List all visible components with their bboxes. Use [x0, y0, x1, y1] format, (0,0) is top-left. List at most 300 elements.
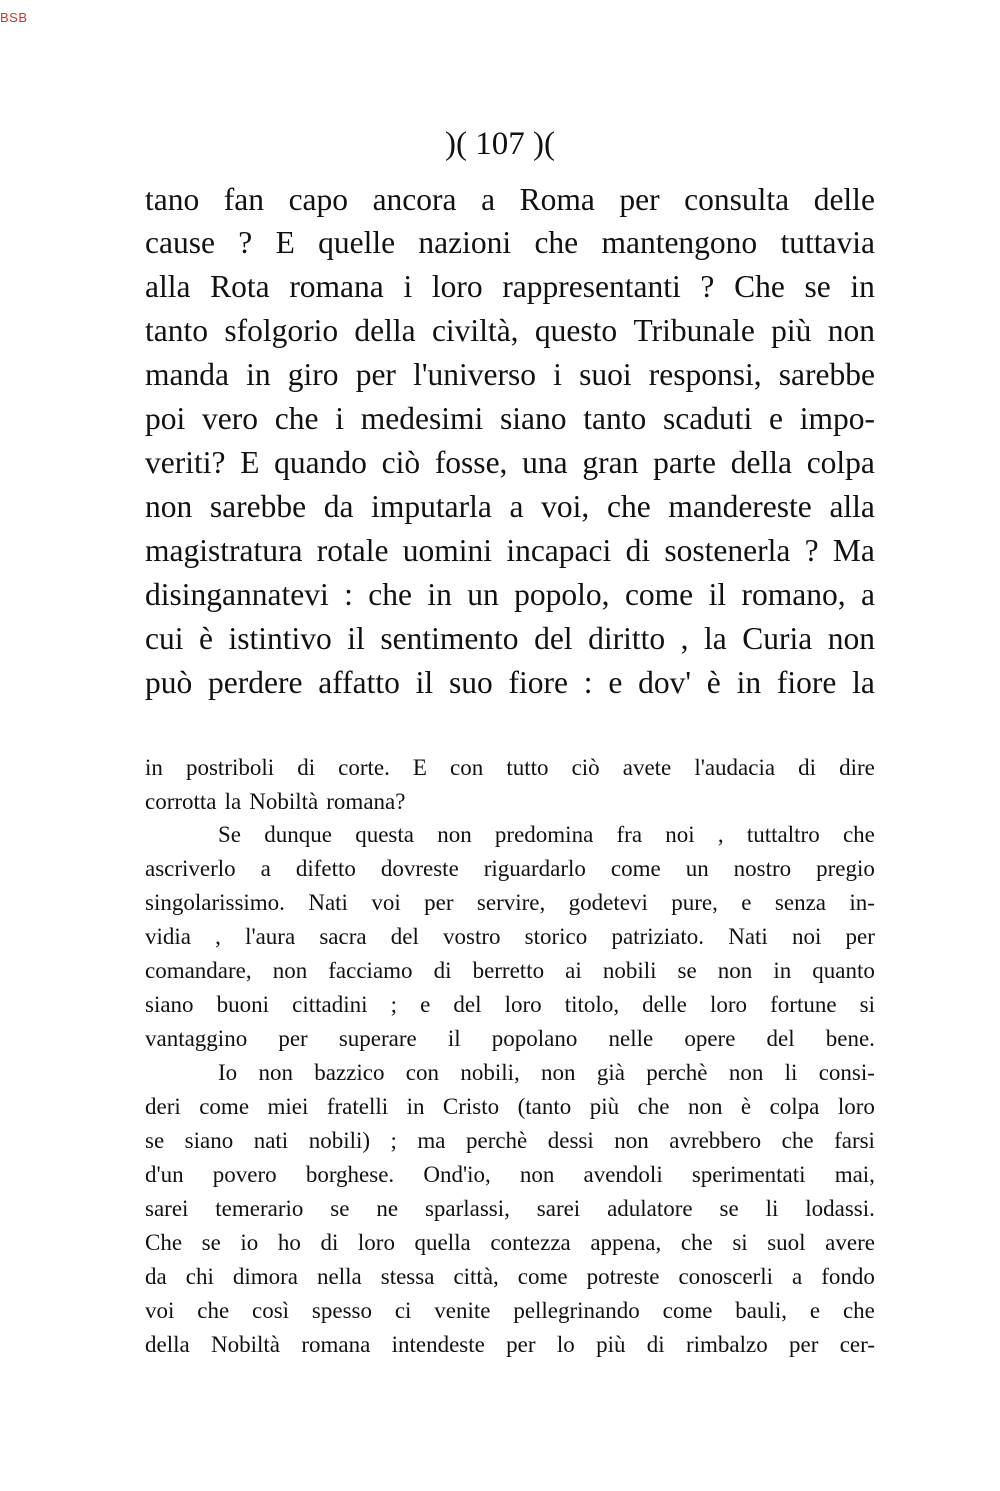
text-line — [145, 1124, 875, 1158]
word: e — [741, 890, 752, 915]
word: della — [730, 445, 792, 480]
word: poi — [145, 401, 186, 436]
word: avere — [825, 1230, 875, 1255]
word: avrebbero — [669, 1128, 762, 1153]
word: un — [685, 856, 709, 881]
word: rimbalzo — [685, 1332, 768, 1357]
word: E — [240, 445, 260, 480]
word: per — [845, 924, 875, 949]
text-line — [145, 1192, 875, 1226]
word: lodassi. — [805, 1196, 875, 1221]
text-line — [145, 573, 875, 617]
word: si — [732, 1230, 748, 1255]
word: una — [522, 445, 568, 480]
word: vostro — [443, 924, 501, 949]
word: difetto — [295, 856, 356, 881]
text-line — [145, 954, 875, 988]
word: siano — [184, 1128, 234, 1153]
word: deri — [145, 1094, 181, 1119]
word: ai — [565, 958, 582, 983]
word: i — [403, 269, 413, 304]
word: gran — [582, 445, 639, 480]
text-line — [145, 441, 875, 485]
word: appena, — [590, 1230, 662, 1255]
word: in — [773, 958, 792, 983]
word: disingannatevi — [145, 577, 329, 612]
word: pellegrinando — [513, 1298, 640, 1323]
word: consi- — [818, 1060, 875, 1085]
word: Ond'io, — [423, 1162, 491, 1187]
word: E — [275, 225, 295, 260]
word: che — [368, 577, 412, 612]
word: ; — [390, 1128, 397, 1153]
word: loro — [504, 992, 542, 1017]
word: sfolgorio — [224, 313, 339, 348]
text-line — [145, 617, 875, 661]
word: voi — [145, 1298, 175, 1323]
word: ho — [277, 1230, 301, 1255]
word: il — [708, 577, 727, 612]
word: se — [201, 1230, 221, 1255]
word: in — [850, 269, 875, 304]
word: tano — [145, 182, 200, 217]
word: tanto — [583, 401, 647, 436]
word: civiltà, — [431, 313, 519, 348]
word: fortune — [770, 992, 837, 1017]
word: più — [589, 1094, 620, 1119]
text-line — [145, 886, 875, 920]
word: comandare, — [145, 958, 252, 983]
word: capo — [288, 182, 349, 217]
word: patriziato. — [611, 924, 705, 949]
word: romana? — [326, 789, 406, 814]
word: con — [450, 755, 484, 780]
word: sarei — [145, 1196, 189, 1221]
word: più — [771, 313, 812, 348]
word: io — [240, 1230, 259, 1255]
word: come — [624, 577, 694, 612]
word: fratelli — [326, 1094, 389, 1119]
word: Che — [734, 269, 785, 304]
word: dunque — [264, 822, 332, 847]
word: Cristo — [442, 1094, 500, 1119]
word: singolarissimo. — [145, 890, 285, 915]
word: vidia — [145, 924, 191, 949]
word: i — [335, 401, 344, 436]
word: : — [583, 665, 593, 700]
word: nelle — [608, 1026, 654, 1051]
word: fondo — [821, 1264, 875, 1289]
word: incapaci — [506, 533, 612, 568]
word: perchè — [646, 1060, 708, 1085]
word: Se — [218, 822, 241, 847]
word: nobili, — [460, 1060, 520, 1085]
word: per — [355, 357, 396, 392]
word: avete — [622, 755, 672, 780]
word: a — [791, 1264, 803, 1289]
word: li — [765, 1196, 779, 1221]
word: voi, — [541, 489, 590, 524]
word: buoni — [216, 992, 270, 1017]
word: e — [608, 665, 623, 700]
word: servire, — [476, 890, 546, 915]
word: sacra — [319, 924, 367, 949]
word: miei — [267, 1094, 309, 1119]
word: loro — [837, 1094, 875, 1119]
word: ma — [417, 1128, 446, 1153]
word: storico — [524, 924, 588, 949]
word: voi — [371, 890, 401, 915]
word: ? — [700, 269, 715, 304]
word: corrotta — [145, 789, 217, 814]
word: manda — [145, 357, 229, 392]
page-number: )( 107 )( — [445, 126, 555, 162]
word: che — [534, 225, 579, 260]
word: non — [687, 1094, 723, 1119]
word: magistratura — [145, 533, 303, 568]
word: di — [646, 1332, 665, 1357]
word: che — [842, 822, 875, 847]
word: della — [354, 313, 416, 348]
text-line — [145, 1090, 875, 1124]
word: riguardarlo — [483, 856, 586, 881]
word: loro — [431, 269, 483, 304]
library-watermark: BSB — [0, 10, 28, 25]
word: Nati — [308, 890, 348, 915]
word: farsi — [834, 1128, 875, 1153]
word: sarebbe — [778, 357, 875, 392]
word: non — [717, 958, 753, 983]
word: ancora — [372, 182, 457, 217]
word: in- — [849, 890, 875, 915]
word: responsi, — [648, 357, 762, 392]
word: il — [415, 665, 434, 700]
text-line — [218, 818, 875, 852]
word: suoi — [579, 357, 632, 392]
word: l'audacia — [694, 755, 776, 780]
word: siano — [499, 401, 567, 436]
word: nazioni — [418, 225, 512, 260]
word: povero — [212, 1162, 277, 1187]
word: rappresentanti — [502, 269, 681, 304]
word: noi — [791, 924, 822, 949]
word: imputarla — [371, 489, 492, 524]
word: venite — [434, 1298, 491, 1323]
word: avendoli — [583, 1162, 663, 1187]
word: Curia — [742, 621, 813, 656]
word: a — [481, 182, 496, 217]
word: noi — [665, 822, 695, 847]
text-line — [145, 751, 875, 785]
word: sparlassi, — [424, 1196, 510, 1221]
word: in — [736, 665, 762, 700]
word: l'aura — [245, 924, 296, 949]
word: , — [215, 924, 221, 949]
text-line — [145, 852, 875, 886]
word: nobili — [602, 958, 657, 983]
text-line — [145, 785, 875, 819]
word: nella — [317, 1264, 362, 1289]
word: non — [272, 958, 308, 983]
word: Tribunale — [633, 313, 755, 348]
word: ciò — [381, 445, 421, 480]
text-line — [145, 988, 875, 1022]
word: ciò — [571, 755, 600, 780]
word: cittadini — [292, 992, 368, 1017]
word: come — [199, 1094, 250, 1119]
word: ? — [804, 533, 819, 568]
word: e — [768, 401, 783, 436]
word: l'universo — [413, 357, 537, 392]
word: è — [706, 665, 721, 700]
word: più — [596, 1332, 626, 1357]
word: intendeste — [391, 1332, 485, 1357]
text-line — [145, 1260, 875, 1294]
word: non — [145, 489, 193, 524]
word: alla — [829, 489, 875, 524]
word: ? — [238, 225, 253, 260]
word: con — [405, 1060, 440, 1085]
text-line — [145, 1226, 875, 1260]
word: lo — [556, 1332, 575, 1357]
word: opere — [684, 1026, 736, 1051]
word: che — [842, 1298, 875, 1323]
word: nostro — [733, 856, 792, 881]
word: può — [145, 665, 193, 700]
word: la — [703, 621, 727, 656]
word: romana — [289, 269, 384, 304]
word: godetevi — [568, 890, 648, 915]
word: loro — [709, 992, 748, 1017]
word: dire — [839, 755, 875, 780]
word: non — [437, 822, 472, 847]
word: per — [619, 182, 660, 217]
word: Nobiltà — [211, 1332, 281, 1357]
word: del — [453, 992, 482, 1017]
word: se — [677, 958, 697, 983]
word: pure, — [671, 890, 718, 915]
word: il — [447, 1026, 461, 1051]
text-line — [145, 529, 875, 573]
word: adulatore — [607, 1196, 693, 1221]
word: uomini — [402, 533, 493, 568]
word: si — [859, 992, 875, 1017]
word: per — [789, 1332, 819, 1357]
word: del — [534, 621, 573, 656]
word: loro — [357, 1230, 395, 1255]
word: Che — [145, 1230, 183, 1255]
word: ci — [394, 1298, 412, 1323]
word: fiore — [776, 665, 837, 700]
word: non — [728, 1060, 764, 1085]
word: diritto — [588, 621, 666, 656]
word: postriboli — [185, 755, 275, 780]
word: borghese. — [305, 1162, 395, 1187]
word: che — [274, 401, 319, 436]
word: rotale — [316, 533, 389, 568]
word: quando — [274, 445, 367, 480]
word: alla — [145, 269, 191, 304]
word: romano, — [741, 577, 846, 612]
word: quella — [414, 1230, 471, 1255]
word: sarebbe — [209, 489, 307, 524]
word: che — [637, 1094, 670, 1119]
word: come — [610, 856, 661, 881]
word: nati — [253, 1128, 289, 1153]
word: parte — [653, 445, 717, 480]
word: veriti? — [145, 445, 226, 480]
text-line — [145, 1294, 875, 1328]
word: se — [330, 1196, 350, 1221]
word: e — [809, 1298, 821, 1323]
word: di — [320, 1230, 339, 1255]
word: del — [766, 1026, 795, 1051]
word: non — [827, 313, 875, 348]
word: scaduti — [662, 401, 753, 436]
text-line — [145, 485, 875, 529]
word: cer- — [839, 1332, 875, 1357]
text-line — [145, 353, 875, 397]
text-line — [145, 309, 875, 353]
word: come — [662, 1298, 713, 1323]
word: sentimento — [380, 621, 519, 656]
word: (tanto — [517, 1094, 572, 1119]
word: sperimentati — [691, 1162, 806, 1187]
word: quanto — [812, 958, 875, 983]
word: in — [246, 357, 271, 392]
word: cui — [145, 621, 184, 656]
word: mai, — [834, 1162, 875, 1187]
text-line — [145, 265, 875, 309]
word: vero — [202, 401, 258, 436]
word: titolo, — [564, 992, 620, 1017]
word: se — [145, 1128, 165, 1153]
word: per — [506, 1332, 536, 1357]
word: E — [412, 755, 427, 780]
word: il — [347, 621, 365, 656]
text-line — [145, 1158, 875, 1192]
word: ; — [390, 992, 397, 1017]
text-line — [145, 1022, 875, 1056]
text-line — [218, 1056, 875, 1090]
word: affatto — [318, 665, 400, 700]
word: suol — [767, 1230, 806, 1255]
word: dovreste — [380, 856, 459, 881]
word: ascriverlo — [145, 856, 236, 881]
word: perdere — [208, 665, 303, 700]
word: di — [433, 958, 452, 983]
word: non — [258, 1060, 293, 1085]
word: bazzico — [314, 1060, 385, 1085]
word: sostenerla — [664, 533, 791, 568]
word: i — [553, 357, 562, 392]
word: fiore — [508, 665, 568, 700]
word: vantaggino — [145, 1026, 248, 1051]
text-line — [145, 1328, 875, 1362]
word: , — [680, 621, 689, 656]
word: popolano — [491, 1026, 578, 1051]
word: così — [252, 1298, 290, 1323]
text-line — [145, 397, 875, 441]
word: la — [852, 665, 875, 700]
word: corte. — [338, 755, 390, 780]
word: delle — [813, 182, 875, 217]
word: per — [424, 890, 454, 915]
word: mandereste — [668, 489, 812, 524]
word: Io — [218, 1060, 238, 1085]
word: per — [278, 1026, 308, 1051]
word: facciamo — [328, 958, 413, 983]
word: non — [614, 1128, 649, 1153]
word: fosse, — [434, 445, 508, 480]
word: : — [344, 577, 353, 612]
word: bauli, — [735, 1298, 788, 1323]
word: dessi — [547, 1128, 594, 1153]
text-line — [145, 178, 875, 222]
word: questo — [534, 313, 618, 348]
word: contezza — [490, 1230, 571, 1255]
word: perchè — [465, 1128, 528, 1153]
word: del — [390, 924, 419, 949]
word: in — [427, 577, 452, 612]
word: da — [323, 489, 354, 524]
word: suo — [448, 665, 493, 700]
word: dimora — [232, 1264, 299, 1289]
word: di — [625, 533, 651, 568]
word: da — [145, 1264, 167, 1289]
word: temerario — [215, 1196, 304, 1221]
word: che — [197, 1298, 230, 1323]
word: la — [224, 789, 242, 814]
word: se — [804, 269, 831, 304]
word: già — [596, 1060, 625, 1085]
word: non — [519, 1162, 555, 1187]
word: siano — [145, 992, 194, 1017]
word: pregio — [816, 856, 875, 881]
word: Roma — [519, 182, 595, 217]
word: bene. — [825, 1026, 875, 1051]
word: non — [827, 621, 875, 656]
word: delle — [642, 992, 687, 1017]
word: non — [541, 1060, 576, 1085]
word: colpa — [769, 1094, 820, 1119]
text-line — [145, 920, 875, 954]
word: tuttavia — [780, 225, 875, 260]
word: tuttaltro — [746, 822, 820, 847]
word: fra — [616, 822, 643, 847]
word: chi — [185, 1264, 214, 1289]
word: popolo, — [514, 577, 610, 612]
word: potreste — [586, 1264, 660, 1289]
word: berretto — [472, 958, 545, 983]
word: ne — [376, 1196, 399, 1221]
word: che — [606, 489, 651, 524]
word: romana — [301, 1332, 371, 1357]
word: quelle — [318, 225, 396, 260]
word: un — [467, 577, 499, 612]
word: che — [680, 1230, 713, 1255]
word: senza — [774, 890, 826, 915]
word: spesso — [311, 1298, 372, 1323]
word: a — [509, 489, 524, 524]
word: colpa — [806, 445, 875, 480]
word: è — [199, 621, 213, 656]
word: se — [719, 1196, 739, 1221]
word: Rota — [210, 269, 270, 304]
word: tutto — [506, 755, 549, 780]
word: predomina — [494, 822, 594, 847]
word: Nati — [728, 924, 768, 949]
